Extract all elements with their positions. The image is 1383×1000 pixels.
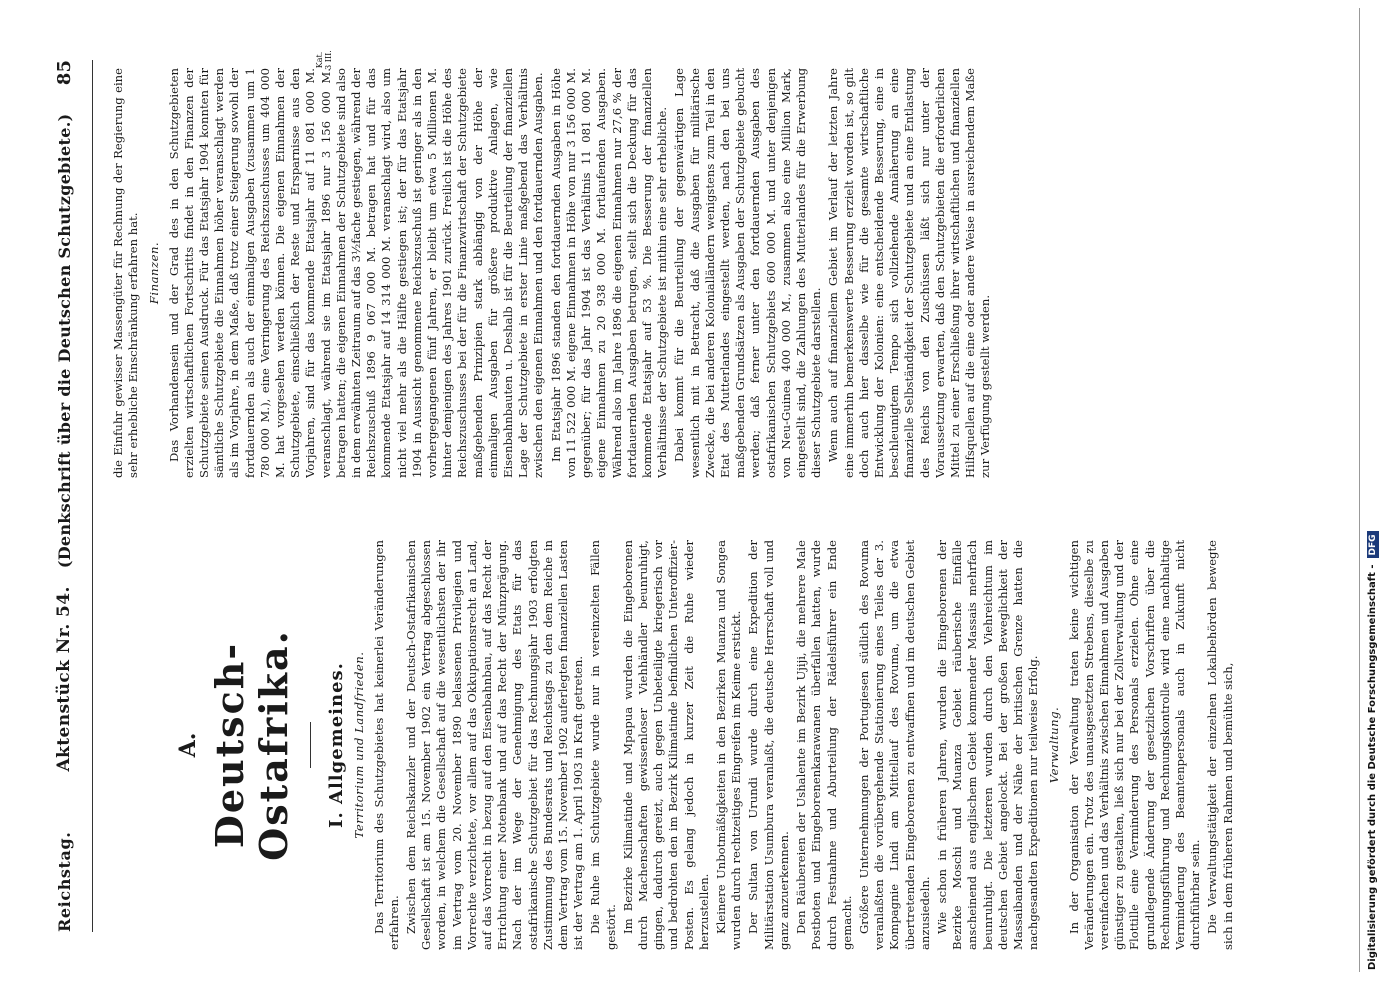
paragraph: Die Ruhe im Schutzgebiete wurde nur in vereinzelten Fällen gestört. [588, 540, 618, 950]
header-right: (Denkschrift über die Deutschen Schutzgebiete.) [55, 113, 75, 569]
paragraph: Wenn auch auf finanziellem Gebiet im Verlauf der letzten Jahre eine immerhin bemerkenswerte Besserung erzielt worden ist, so gilt doch auch hier dasselbe wie für die gesamte wirtschaftliche Entwicklung der Kolonien: eine entscheidende Besserung, eine in beschleunigtem Tempo sich vollziehende Annäherung an eine finanzielle Selbständigkeit der Schutzgebiete und an eine Entlastung des Reichs von den Zuschüssen läßt sich nur unter der Voraussetzung erwarten, daß den Schutzgebieten die erforderlichen Mittel zu einer Erschließung ihrer wirtschaftlichen und finanziellen Hilfsquellen auf die eine oder andere Weise in ausreichendem Maße zur Verfügung gestellt werden. [826, 68, 993, 478]
margin-note: Kat. 3 III. [315, 50, 333, 70]
paragraph: In der Organisation der Verwaltung traten keine wichtigen Veränderungen ein. Trotz des unausgesetzten Strebens, dieselbe zu vereinfachen und das Verhältnis zwischen Einnahmen und Ausgaben günstiger zu gestalten, ließ sich nur bei der Zollverwaltung und der Flottille eine Verminderung des Personals erzielen. Ohne eine grundlegende Änderung der gesetzlichen Vorschriften über die Rechnungsführung und Rechnungskontrolle wird eine nachhaltige Verminderung des Beamtenpersonals auch in Zukunft nicht durchführbar sein. [1066, 540, 1203, 950]
dfg-notice: Digitalisierung gefördert durch die Deutsche Forschungsgemeinschaft - [1367, 564, 1378, 970]
paragraph: Das Vorhandensein und der Grad des in den Schutzgebieten erzielten wirtschaftlichen Fortschritts findet in den Finanzen der Schutzgebiete seinen Ausdruck. Für das Etatsjahr 1904 konnten für sämtliche Schutzgebiete die Einnahmen höher veranschlagt werden als im Vorjahre, in dem Maße, daß trotz einer Steigerung sowohl der fortdauernden als auch der einmaligen Ausgaben (zusammen um 1 780 000 M.), eine Verringerung des Reichszuschusses um 404 000 M. hat vorgesehen werden können. Die eigenen Einnahmen der Schutzgebiete, einschließlich der Reste und Ersparnisse aus den Vorjahren, sind für das kommende Etatsjahr auf 11 081 000 M. veranschlagt, während sie im Etatsjahr 1896 nur 3 156 000 M. betragen hatten; die eigenen Einnahmen der Schutzgebiete sind also in dem erwähnten Zeitraum auf das 3½fache gestiegen, während der Reichszuschuß 1896 9 067 000 M. betragen hat und für das kommende Etatsjahr auf 14 314 000 M. veranschlagt wird, also um nicht viel mehr als die Hälfte gestiegen ist; der für das Etatsjahr 1904 in Aussicht genommene Reichszuschuß ist geringer als in den vorhergegangenen fünf Jahren, er bleibt um etwa 5 Millionen M. hinter demjenigen des Jahres 1901 zurück. Freilich ist die Höhe des Reichszuschusses bei der für die Finanzwirtschaft der Schutzgebiete maßgebenden Prinzipien stark abhängig von der Höhe der einmaligen Ausgaben für größere produktive Anlagen, wie Eisenbahnbauten u. Deshalb ist für die Beurteilung der finanziellen Lage der Schutzgebiete in erster Linie maßgebend das Verhältnis zwischen den eigenen Einnahmen und den fortdauernden Ausgaben. [166, 68, 546, 478]
section-letter: A. [175, 732, 201, 758]
header-rule [92, 60, 93, 932]
paragraph: die Einfuhr gewisser Massengüter für Rechnung der Regierung eine sehr erhebliche Einschränkung erfahren hat. [111, 68, 141, 478]
text-column-right [111, 540, 1271, 950]
paragraph: Die Verwaltungstätigkeit der einzelnen Lokalbehörden bewegte sich in dem früheren Rahmen und bemühte sich, [1205, 540, 1235, 950]
paragraph: Kleinere Unbotmäßigkeiten in den Bezirken Muanza und Songea wurden durch rechtzeitiges Eingreifen im Keime erstickt. [714, 540, 744, 950]
section-heading-verwaltung: Verwaltung. [1047, 706, 1062, 784]
paragraph: Dabei kommt für die Beurteilung der gegenwärtigen Lage wesentlich mit in Betracht, daß die Ausgaben für militärische Zwecke, die bei anderen Kolonialländern wenigstens zum Teil in den Etat des Mutterlandes eingestellt werden, nach den bei uns maßgebenden Grundsätzen als Ausgaben der Schutzgebiete gebucht werden; daß ferner unter den fortdauernden Ausgaben des ostafrikanischen Schutzgebiets 600 000 M. und unter denjenigen von Neu-Guinea 400 000 M., zusammen also eine Million Mark, eingestellt sind, die Zahlungen des Mutterlandes für die Erwerbung dieser Schutzgebiete darstellen. [672, 68, 824, 478]
section-title: Deutsch-Ostafrika. [207, 629, 297, 861]
dfg-strip [1366, 10, 1380, 970]
paragraph: Das Territorium des Schutzgebietes hat keinerlei Veränderungen erfahren. [371, 540, 401, 950]
running-header [50, 60, 80, 932]
paragraph: Zwischen dem Reichskanzler und der Deutsch-Ostafrikanischen Gesellschaft ist am 15. November 1902 ein Vertrag abgeschlossen worden, in welchem die Gesellschaft auf die wesentlichsten der ihr im Vertrag vom 20. November 1890 belassenen Privilegien und Vorrechte verzichtete, vor allem auf das Okkupationsrecht an Land, auf das Vorrecht in bezug auf den Eisenbahnbau, auf das Recht der Errichtung einer Notenbank und auf das Recht der Münzprägung. Nach der im Wege der Genehmigung des Etats für das ostafrikanische Schutzgebiet für das Rechnungsjahr 1903 erfolgten Zustimmung des Bundesrats und Reichstags zu den dem Reiche in dem Vertrag vom 15. November 1902 auferlegten finanziellen Lasten ist der Vertrag am 1. April 1903 in Kraft getreten. [404, 540, 586, 950]
dfg-logo: DFG [1367, 531, 1379, 558]
sub-heading: I. Allgemeines. [326, 662, 348, 828]
section-heading-finanzen: Finanzen. [147, 241, 162, 305]
paragraph: Wie schon in früheren Jahren, wurden die Eingeborenen der Bezirke Moschi und Muanza Gebiet räuberische Einfälle anscheinend aus englischem Gebiet kommender Massais mehrfach beunruhigt. Die letzteren wurden durch den Viehreichtum im deutschen Gebiet angelockt. Bei der großen Beweglichkeit der Massaibanden und der Nähe der britischen Grenze hatten die nachgesandten Expeditionen nur teilweise Erfolg. [934, 540, 1041, 950]
dfg-divider [1359, 8, 1360, 972]
paragraph: Im Bezirke Kilimatinde und Mpapua wurden die Eingeborenen durch Machenschaften gewissenloser Viehhändler beunruhigt, gingen, dadurch gereizt, auch gegen Unbeteiligte kriegerisch vor und bedrohten den im Bezirk Kilimatinde befindlichen Unteroffizier-Posten. Es gelang jedoch in kurzer Zeit die Ruhe wieder herzustellen. [620, 540, 711, 950]
paragraph: Im Etatsjahr 1896 standen den fortdauernden Ausgaben in Höhe von 11 522 000 M. eigene Einnahmen in Höhe von nur 3 156 000 M. gegenüber; für das Jahr 1904 ist das Verhältnis 11 081 000 M. eigene Einnahmen zu 20 938 000 M. fortlaufenden Ausgaben. Während also im Jahre 1896 die eigenen Einnahmen nur 27,6 % der fortdauernden Ausgaben betrugen, stellt sich die Deckung für das kommende Etatsjahr auf 53 %. Die Besserung der finanziellen Verhältnisse der Schutzgebiete ist mithin eine sehr erhebliche. [548, 68, 670, 478]
section-heading-territorium: Territorium und Landfrieden. [352, 651, 367, 839]
paragraph: Der Sultan von Urundi wurde durch eine Expedition der Militärstation Usumbura veranlaßt, die deutsche Herrschaft voll und ganz anzuerkennen. [746, 540, 791, 950]
paragraph: Den Räubereien der Ushalente im Bezirk Ujiji, die mehrere Male Postboten und Eingeborenenkarawanen überfallen hatten, wurde durch Festnahme und Aburteilung der Rädelsführer ein Ende gemacht. [794, 540, 854, 950]
title-rule [310, 722, 311, 768]
header-left: Reichstag. [55, 831, 75, 932]
header-center: Aktenstück Nr. 54. [54, 586, 75, 772]
page-number: 85 [54, 60, 76, 86]
dfg-notice-line [1366, 10, 1380, 970]
paragraph: Größere Unternehmungen der Portugiesen südlich des Rovuma veranlaßten die vorübergehende Stationierung eines Teiles der 3. Kompagnie Lindi am Mittellauf des Rovuma, um die etwa übertretenden Eingeborenen zu entwaffnen und im deutschen Gebiet anzusiedeln. [856, 540, 932, 950]
text-column-left [111, 68, 1271, 478]
